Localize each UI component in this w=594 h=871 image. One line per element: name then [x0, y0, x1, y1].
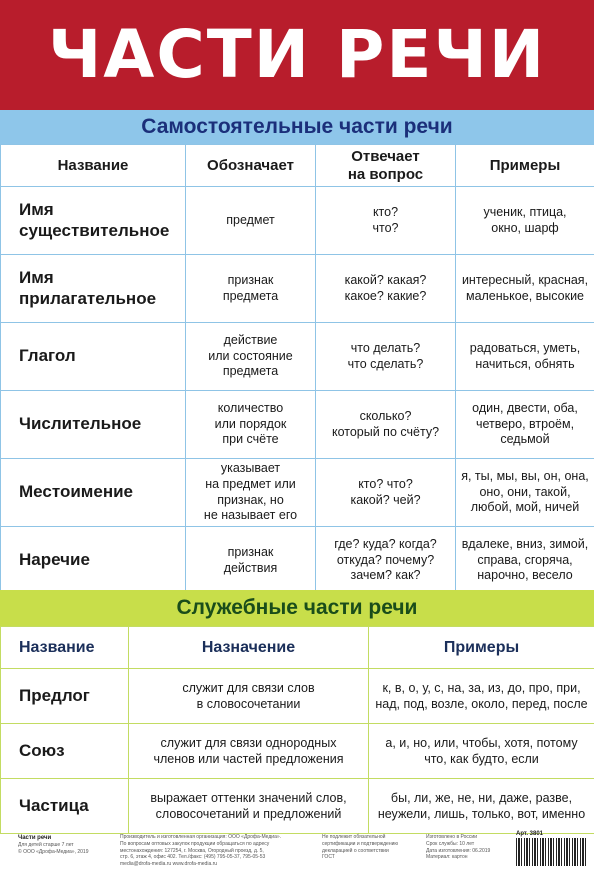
header-name: Название: [1, 627, 129, 669]
footer-material: Материал: картон: [426, 854, 468, 861]
part-examples: радоваться, уметь, начиться, обнять: [456, 323, 594, 391]
table-row: [1, 779, 594, 834]
part-questions: кто? что?: [316, 187, 456, 255]
footer-address2: стр. 6, этаж 4, офис 402. Тел./факс: (495) 795-05-37, 795-05-53: [120, 854, 266, 861]
independent-parts-table: [0, 144, 594, 595]
footer-cert2: сертификации и подтверждению: [322, 840, 399, 847]
table-row: [1, 255, 594, 323]
part-questions: сколько? который по счёту?: [316, 391, 456, 459]
section-independent-banner: [0, 110, 594, 144]
part-means: признак действия: [186, 527, 316, 595]
part-name: Предлог: [1, 669, 129, 724]
footer-made-block: [426, 834, 490, 861]
footer-cert-block: [322, 834, 398, 861]
section-auxiliary-banner: [0, 590, 594, 626]
barcode-icon: [516, 838, 586, 866]
page-title: ЧАСТИ РЕЧИ: [47, 16, 547, 93]
part-examples: а, и, но, или, чтобы, хотя, потому что, как будто, если: [369, 724, 594, 779]
table-row: [1, 323, 594, 391]
footer-copyright: © ООО «Дрофа-Медиа», 2019: [18, 848, 89, 855]
part-questions: кто? что? какой? чей?: [316, 459, 456, 527]
header-answers-line2: на вопрос: [347, 165, 424, 183]
footer-product: Части речи: [18, 835, 52, 841]
footer-maker: Производитель и изготовленная организация: ООО «Дрофа-Медиа».: [120, 834, 282, 840]
footer-article: Арт. 3801: [516, 831, 544, 837]
part-questions: что делать? что сделать?: [316, 323, 456, 391]
footer-orders: По вопросам оптовых закупок продукции обращаться по адресу: [120, 840, 270, 847]
footer-date: Дата изготовления: 06.2019: [426, 847, 491, 854]
part-purpose: выражает оттенки значений слов, словосочетаний и предложений: [129, 779, 369, 834]
part-examples: вдалеке, вниз, зимой, справа, сгоряча, нарочно, весело: [456, 527, 594, 595]
header-answers: [316, 145, 456, 187]
table-row: [1, 527, 594, 595]
footer-cert: Не подлежит обязательной: [322, 834, 386, 840]
part-examples: я, ты, мы, вы, он, она, оно, они, такой, любой, мой, ничей: [456, 459, 594, 527]
part-means: количество или порядок при счёте: [186, 391, 316, 459]
part-name: Числительное: [1, 391, 186, 459]
part-name: Имя существительное: [1, 187, 186, 255]
table-row: [1, 187, 594, 255]
publisher-footer: [0, 830, 594, 871]
footer-cert4: ГОСТ: [322, 854, 335, 861]
footer-age: Для детей старше 7 лет: [18, 842, 74, 849]
part-means: признак предмета: [186, 255, 316, 323]
header-examples: Примеры: [369, 627, 594, 669]
footer-web: media@drofa-media.ru www.drofa-media.ru: [120, 861, 218, 867]
table-row: [1, 459, 594, 527]
title-banner: [0, 0, 594, 110]
footer-address: местонахождения: 127254, г. Москва, Огородный проезд, д. 5,: [120, 847, 264, 854]
part-name: Наречие: [1, 527, 186, 595]
part-examples: интересный, красная, маленькое, высокие: [456, 255, 594, 323]
table-row: [1, 391, 594, 459]
header-examples: Примеры: [456, 145, 594, 187]
header-means: Обозначает: [186, 145, 316, 187]
part-means: указывает на предмет или признак, но не называет его: [186, 459, 316, 527]
footer-product-block: [18, 834, 88, 856]
part-means: предмет: [186, 187, 316, 255]
section-independent-heading: Самостоятельные части речи: [141, 115, 453, 138]
part-name: Имя прилагательное: [1, 255, 186, 323]
footer-publisher-block: [120, 834, 281, 868]
part-name: Союз: [1, 724, 129, 779]
part-examples: к, в, о, у, с, на, за, из, до, про, при, над, под, возле, около, перед, после: [369, 669, 594, 724]
footer-cert3: декларацией о соответствии: [322, 847, 389, 854]
part-purpose: служит для связи слов в словосочетании: [129, 669, 369, 724]
table-header-row: [1, 145, 594, 187]
auxiliary-parts-table: [0, 626, 594, 834]
header-name: Название: [1, 145, 186, 187]
part-examples: один, двести, оба, четверо, втроём, седьмой: [456, 391, 594, 459]
part-name: Местоимение: [1, 459, 186, 527]
footer-made: Изготовлено в России: [426, 834, 477, 840]
part-name: Глагол: [1, 323, 186, 391]
part-questions: где? куда? когда? откуда? почему? зачем? как?: [316, 527, 456, 595]
header-answers-line1: Отвечает: [351, 148, 420, 166]
part-means: действие или состояние предмета: [186, 323, 316, 391]
table-row: [1, 724, 594, 779]
part-questions: какой? какая? какое? какие?: [316, 255, 456, 323]
header-purpose: Назначение: [129, 627, 369, 669]
part-purpose: служит для связи однородных членов или частей предложения: [129, 724, 369, 779]
footer-service: Срок службы: 10 лет: [426, 840, 475, 847]
part-examples: ученик, птица, окно, шарф: [456, 187, 594, 255]
table-header-row: [1, 627, 594, 669]
part-name: Частица: [1, 779, 129, 834]
part-examples: бы, ли, же, не, ни, даже, разве, неужели, лишь, только, вот, именно: [369, 779, 594, 834]
section-auxiliary-heading: Служебные части речи: [176, 596, 418, 619]
table-row: [1, 669, 594, 724]
